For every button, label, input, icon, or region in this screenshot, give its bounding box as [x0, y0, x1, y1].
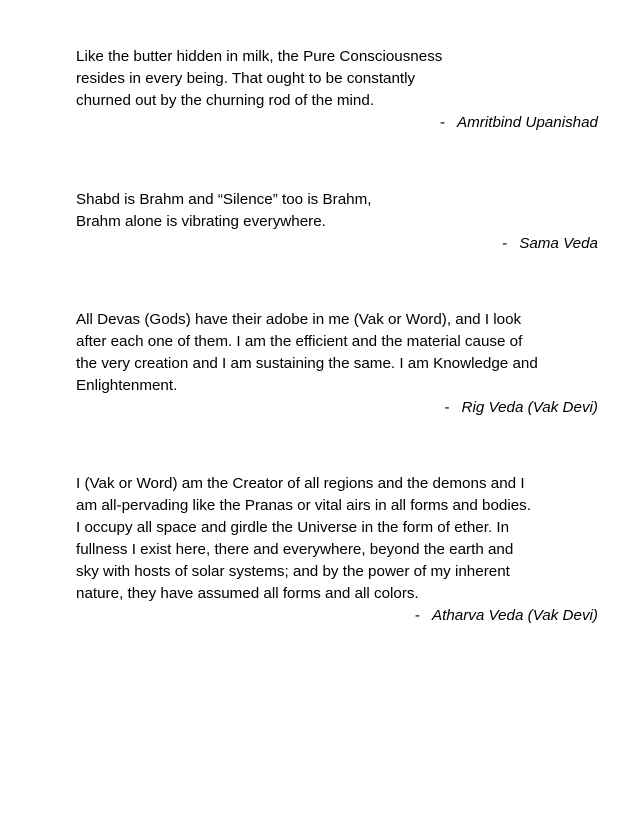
quote-line: I (Vak or Word) am the Creator of all regions and the demons and I	[76, 475, 525, 492]
quote-block-rig-veda	[76, 309, 598, 419]
attribution-dash: -	[439, 114, 446, 131]
attribution-dash: -	[502, 235, 508, 252]
quote-line: nature, they have assumed all forms and all colors.	[76, 585, 419, 602]
attribution-dash: -	[444, 399, 450, 416]
quote-line: am all-pervading like the Pranas or vital airs in all forms and bodies.	[76, 497, 531, 514]
quote-block-atharva-veda	[76, 473, 598, 627]
quote-line: the very creation and I am sustaining the same. I am Knowledge and	[76, 355, 538, 372]
quote-line: fullness I exist here, there and everywhere, beyond the earth and	[76, 541, 514, 558]
attribution-source: Rig Veda (Vak Devi)	[461, 399, 598, 416]
quote-line: Brahm alone is vibrating everywhere.	[76, 213, 326, 230]
attribution-dash: -	[414, 607, 420, 624]
quote-line: churned out by the churning rod of the mind.	[76, 92, 375, 109]
quote-line: I occupy all space and girdle the Universe in the form of ether. In	[76, 519, 510, 536]
quote-block-amritbind-upanishad	[76, 46, 598, 134]
spacer	[76, 419, 598, 473]
quote-attribution	[76, 233, 598, 255]
quote-line: Shabd is Brahm and “Silence” too is Brahm,	[76, 191, 372, 208]
quote-line: resides in every being. That ought to be constantly	[76, 70, 416, 87]
quote-attribution	[76, 605, 598, 627]
quote-line: All Devas (Gods) have their adobe in me (Vak or Word), and I look	[76, 311, 522, 328]
quote-attribution	[76, 112, 598, 134]
quote-line: after each one of them. I am the efficient and the material cause of	[76, 333, 523, 350]
attribution-source: Atharva Veda (Vak Devi)	[431, 607, 598, 624]
quote-block-sama-veda	[76, 189, 598, 255]
spacer	[76, 134, 598, 189]
quote-line: Like the butter hidden in milk, the Pure Consciousness	[76, 48, 443, 65]
quote-line: Enlightenment.	[76, 377, 178, 394]
attribution-source: Amritbind Upanishad	[457, 114, 598, 131]
document-page	[76, 46, 598, 627]
attribution-source: Sama Veda	[519, 235, 598, 252]
quote-attribution	[76, 397, 598, 419]
spacer	[76, 255, 598, 309]
quote-line: sky with hosts of solar systems; and by the power of my inherent	[76, 563, 510, 580]
